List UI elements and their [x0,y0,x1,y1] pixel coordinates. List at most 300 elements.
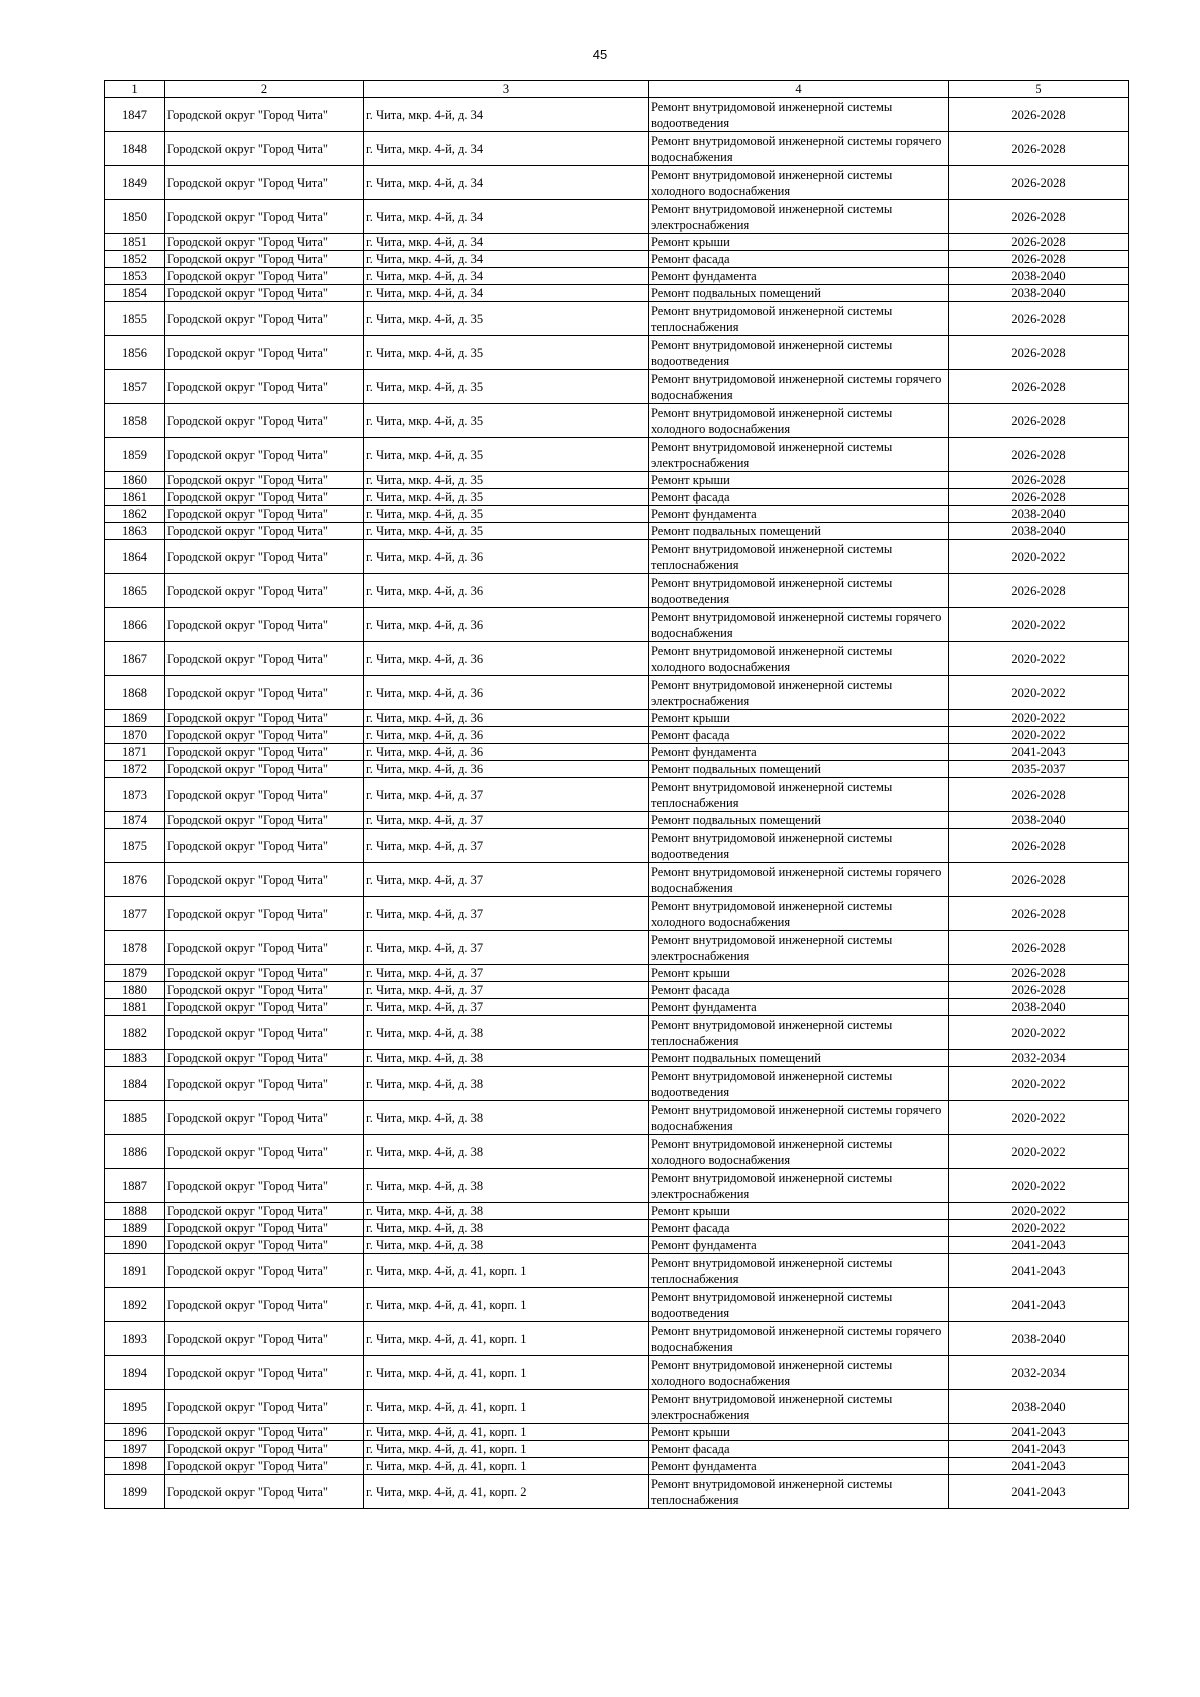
work-type-cell: Ремонт подвальных помещений [649,523,949,540]
table-row [105,982,1129,999]
row-number-cell: 1872 [105,761,165,778]
municipality-cell: Городской округ "Город Чита" [165,1135,364,1169]
address-cell: г. Чита, мкр. 4-й, д. 41, корп. 2 [364,1475,649,1509]
period-cell: 2026-2028 [949,472,1129,489]
work-type-cell: Ремонт внутридомовой инженерной системы водоотведения [649,336,949,370]
work-type-cell: Ремонт фасада [649,1220,949,1237]
table-row [105,302,1129,336]
repair-schedule-table [104,80,1129,1509]
period-cell: 2020-2022 [949,710,1129,727]
address-cell: г. Чита, мкр. 4-й, д. 34 [364,234,649,251]
work-type-cell: Ремонт внутридомовой инженерной системы электроснабжения [649,438,949,472]
work-type-cell: Ремонт внутридомовой инженерной системы горячего водоснабжения [649,608,949,642]
period-cell: 2026-2028 [949,574,1129,608]
table-body [105,98,1129,1509]
municipality-cell: Городской округ "Город Чита" [165,1220,364,1237]
period-cell: 2020-2022 [949,727,1129,744]
row-number-cell: 1852 [105,251,165,268]
work-type-cell: Ремонт фундамента [649,1458,949,1475]
work-type-cell: Ремонт фундамента [649,1237,949,1254]
period-cell: 2026-2028 [949,200,1129,234]
address-cell: г. Чита, мкр. 4-й, д. 36 [364,727,649,744]
table-row [105,251,1129,268]
row-number-cell: 1884 [105,1067,165,1101]
row-number-cell: 1881 [105,999,165,1016]
table-row [105,608,1129,642]
work-type-cell: Ремонт внутридомовой инженерной системы горячего водоснабжения [649,1322,949,1356]
period-cell: 2020-2022 [949,1067,1129,1101]
period-cell: 2020-2022 [949,1101,1129,1135]
municipality-cell: Городской округ "Город Чита" [165,1390,364,1424]
address-cell: г. Чита, мкр. 4-й, д. 37 [364,999,649,1016]
address-cell: г. Чита, мкр. 4-й, д. 36 [364,761,649,778]
row-number-cell: 1866 [105,608,165,642]
address-cell: г. Чита, мкр. 4-й, д. 35 [364,336,649,370]
municipality-cell: Городской округ "Город Чита" [165,982,364,999]
address-cell: г. Чита, мкр. 4-й, д. 35 [364,404,649,438]
row-number-cell: 1896 [105,1424,165,1441]
municipality-cell: Городской округ "Город Чита" [165,727,364,744]
address-cell: г. Чита, мкр. 4-й, д. 35 [364,523,649,540]
row-number-cell: 1850 [105,200,165,234]
address-cell: г. Чита, мкр. 4-й, д. 41, корп. 1 [364,1254,649,1288]
period-cell: 2026-2028 [949,404,1129,438]
table-row [105,540,1129,574]
municipality-cell: Городской округ "Город Чита" [165,523,364,540]
table-row [105,863,1129,897]
table-row [105,897,1129,931]
period-cell: 2038-2040 [949,506,1129,523]
municipality-cell: Городской округ "Город Чита" [165,761,364,778]
work-type-cell: Ремонт фасада [649,1441,949,1458]
address-cell: г. Чита, мкр. 4-й, д. 38 [364,1067,649,1101]
address-cell: г. Чита, мкр. 4-й, д. 41, корп. 1 [364,1390,649,1424]
address-cell: г. Чита, мкр. 4-й, д. 36 [364,608,649,642]
work-type-cell: Ремонт фасада [649,251,949,268]
row-number-cell: 1894 [105,1356,165,1390]
work-type-cell: Ремонт внутридомовой инженерной системы горячего водоснабжения [649,1101,949,1135]
column-header-5: 5 [949,81,1129,98]
municipality-cell: Городской округ "Город Чита" [165,1288,364,1322]
work-type-cell: Ремонт внутридомовой инженерной системы электроснабжения [649,931,949,965]
table-row [105,1254,1129,1288]
period-cell: 2026-2028 [949,336,1129,370]
address-cell: г. Чита, мкр. 4-й, д. 35 [364,370,649,404]
address-cell: г. Чита, мкр. 4-й, д. 38 [364,1135,649,1169]
municipality-cell: Городской округ "Город Чита" [165,268,364,285]
period-cell: 2026-2028 [949,438,1129,472]
period-cell: 2026-2028 [949,829,1129,863]
work-type-cell: Ремонт внутридомовой инженерной системы теплоснабжения [649,302,949,336]
address-cell: г. Чита, мкр. 4-й, д. 38 [364,1169,649,1203]
period-cell: 2020-2022 [949,608,1129,642]
period-cell: 2020-2022 [949,1169,1129,1203]
row-number-cell: 1847 [105,98,165,132]
address-cell: г. Чита, мкр. 4-й, д. 34 [364,132,649,166]
address-cell: г. Чита, мкр. 4-й, д. 37 [364,829,649,863]
table-row [105,642,1129,676]
address-cell: г. Чита, мкр. 4-й, д. 36 [364,744,649,761]
municipality-cell: Городской округ "Город Чита" [165,404,364,438]
table-row [105,1390,1129,1424]
table-row [105,1322,1129,1356]
row-number-cell: 1897 [105,1441,165,1458]
work-type-cell: Ремонт фасада [649,982,949,999]
municipality-cell: Городской округ "Город Чита" [165,863,364,897]
row-number-cell: 1867 [105,642,165,676]
page-number: 45 [592,47,608,62]
address-cell: г. Чита, мкр. 4-й, д. 35 [364,438,649,472]
municipality-cell: Городской округ "Город Чита" [165,1203,364,1220]
municipality-cell: Городской округ "Город Чита" [165,574,364,608]
period-cell: 2041-2043 [949,1288,1129,1322]
work-type-cell: Ремонт крыши [649,965,949,982]
row-number-cell: 1876 [105,863,165,897]
municipality-cell: Городской округ "Город Чита" [165,1475,364,1509]
address-cell: г. Чита, мкр. 4-й, д. 35 [364,302,649,336]
table-row [105,523,1129,540]
work-type-cell: Ремонт подвальных помещений [649,761,949,778]
work-type-cell: Ремонт внутридомовой инженерной системы теплоснабжения [649,778,949,812]
work-type-cell: Ремонт внутридомовой инженерной системы водоотведения [649,574,949,608]
address-cell: г. Чита, мкр. 4-й, д. 37 [364,897,649,931]
municipality-cell: Городской округ "Город Чита" [165,285,364,302]
table-row [105,778,1129,812]
row-number-cell: 1890 [105,1237,165,1254]
address-cell: г. Чита, мкр. 4-й, д. 41, корп. 1 [364,1441,649,1458]
address-cell: г. Чита, мкр. 4-й, д. 34 [364,200,649,234]
period-cell: 2026-2028 [949,489,1129,506]
period-cell: 2020-2022 [949,1135,1129,1169]
period-cell: 2026-2028 [949,234,1129,251]
address-cell: г. Чита, мкр. 4-й, д. 37 [364,965,649,982]
row-number-cell: 1868 [105,676,165,710]
period-cell: 2041-2043 [949,1475,1129,1509]
period-cell: 2020-2022 [949,1220,1129,1237]
work-type-cell: Ремонт фасада [649,489,949,506]
row-number-cell: 1878 [105,931,165,965]
work-type-cell: Ремонт крыши [649,472,949,489]
work-type-cell: Ремонт внутридомовой инженерной системы горячего водоснабжения [649,370,949,404]
period-cell: 2020-2022 [949,642,1129,676]
work-type-cell: Ремонт внутридомовой инженерной системы холодного водоснабжения [649,166,949,200]
address-cell: г. Чита, мкр. 4-й, д. 34 [364,285,649,302]
period-cell: 2041-2043 [949,744,1129,761]
row-number-cell: 1899 [105,1475,165,1509]
row-number-cell: 1870 [105,727,165,744]
municipality-cell: Городской округ "Город Чита" [165,642,364,676]
work-type-cell: Ремонт внутридомовой инженерной системы электроснабжения [649,676,949,710]
address-cell: г. Чита, мкр. 4-й, д. 41, корп. 1 [364,1322,649,1356]
period-cell: 2041-2043 [949,1441,1129,1458]
work-type-cell: Ремонт крыши [649,710,949,727]
period-cell: 2038-2040 [949,1322,1129,1356]
municipality-cell: Городской округ "Город Чита" [165,1322,364,1356]
address-cell: г. Чита, мкр. 4-й, д. 35 [364,489,649,506]
table-row [105,710,1129,727]
table-row [105,438,1129,472]
table-row [105,336,1129,370]
row-number-cell: 1875 [105,829,165,863]
table-row [105,761,1129,778]
row-number-cell: 1857 [105,370,165,404]
municipality-cell: Городской округ "Город Чита" [165,1016,364,1050]
municipality-cell: Городской округ "Город Чита" [165,1441,364,1458]
address-cell: г. Чита, мкр. 4-й, д. 38 [364,1220,649,1237]
period-cell: 2026-2028 [949,251,1129,268]
municipality-cell: Городской округ "Город Чита" [165,1050,364,1067]
period-cell: 2038-2040 [949,1390,1129,1424]
row-number-cell: 1854 [105,285,165,302]
period-cell: 2020-2022 [949,540,1129,574]
table-row [105,234,1129,251]
municipality-cell: Городской округ "Город Чита" [165,1237,364,1254]
work-type-cell: Ремонт подвальных помещений [649,285,949,302]
row-number-cell: 1849 [105,166,165,200]
period-cell: 2041-2043 [949,1254,1129,1288]
municipality-cell: Городской округ "Город Чита" [165,710,364,727]
municipality-cell: Городской округ "Город Чита" [165,1169,364,1203]
row-number-cell: 1891 [105,1254,165,1288]
period-cell: 2038-2040 [949,523,1129,540]
address-cell: г. Чита, мкр. 4-й, д. 36 [364,676,649,710]
address-cell: г. Чита, мкр. 4-й, д. 36 [364,642,649,676]
work-type-cell: Ремонт внутридомовой инженерной системы водоотведения [649,1288,949,1322]
municipality-cell: Городской округ "Город Чита" [165,472,364,489]
period-cell: 2026-2028 [949,965,1129,982]
municipality-cell: Городской округ "Город Чита" [165,251,364,268]
period-cell: 2035-2037 [949,761,1129,778]
address-cell: г. Чита, мкр. 4-й, д. 34 [364,268,649,285]
municipality-cell: Городской округ "Город Чита" [165,132,364,166]
work-type-cell: Ремонт фундамента [649,744,949,761]
table-row [105,1288,1129,1322]
municipality-cell: Городской округ "Город Чита" [165,200,364,234]
table-row [105,506,1129,523]
table-row [105,489,1129,506]
period-cell: 2026-2028 [949,863,1129,897]
work-type-cell: Ремонт крыши [649,234,949,251]
municipality-cell: Городской округ "Город Чита" [165,540,364,574]
work-type-cell: Ремонт внутридомовой инженерной системы холодного водоснабжения [649,1356,949,1390]
work-type-cell: Ремонт внутридомовой инженерной системы теплоснабжения [649,1475,949,1509]
municipality-cell: Городской округ "Город Чита" [165,438,364,472]
municipality-cell: Городской округ "Город Чита" [165,829,364,863]
row-number-cell: 1865 [105,574,165,608]
period-cell: 2038-2040 [949,285,1129,302]
address-cell: г. Чита, мкр. 4-й, д. 35 [364,506,649,523]
address-cell: г. Чита, мкр. 4-й, д. 34 [364,251,649,268]
table-header-row [105,81,1129,98]
address-cell: г. Чита, мкр. 4-й, д. 36 [364,540,649,574]
address-cell: г. Чита, мкр. 4-й, д. 34 [364,98,649,132]
row-number-cell: 1861 [105,489,165,506]
row-number-cell: 1887 [105,1169,165,1203]
table-row [105,1203,1129,1220]
table-row [105,829,1129,863]
work-type-cell: Ремонт внутридомовой инженерной системы водоотведения [649,98,949,132]
table-row [105,812,1129,829]
period-cell: 2041-2043 [949,1424,1129,1441]
table-row [105,132,1129,166]
address-cell: г. Чита, мкр. 4-й, д. 35 [364,472,649,489]
work-type-cell: Ремонт фундамента [649,506,949,523]
table-row [105,1135,1129,1169]
table-row [105,1441,1129,1458]
municipality-cell: Городской округ "Город Чита" [165,98,364,132]
row-number-cell: 1885 [105,1101,165,1135]
period-cell: 2041-2043 [949,1237,1129,1254]
row-number-cell: 1853 [105,268,165,285]
row-number-cell: 1895 [105,1390,165,1424]
address-cell: г. Чита, мкр. 4-й, д. 37 [364,778,649,812]
work-type-cell: Ремонт крыши [649,1203,949,1220]
row-number-cell: 1892 [105,1288,165,1322]
address-cell: г. Чита, мкр. 4-й, д. 38 [364,1016,649,1050]
row-number-cell: 1869 [105,710,165,727]
municipality-cell: Городской округ "Город Чита" [165,812,364,829]
municipality-cell: Городской округ "Город Чита" [165,506,364,523]
address-cell: г. Чита, мкр. 4-й, д. 37 [364,982,649,999]
municipality-cell: Городской округ "Город Чита" [165,489,364,506]
municipality-cell: Городской округ "Город Чита" [165,1424,364,1441]
address-cell: г. Чита, мкр. 4-й, д. 41, корп. 1 [364,1424,649,1441]
row-number-cell: 1860 [105,472,165,489]
municipality-cell: Городской округ "Город Чита" [165,370,364,404]
period-cell: 2041-2043 [949,1458,1129,1475]
municipality-cell: Городской округ "Город Чита" [165,778,364,812]
table-row [105,1475,1129,1509]
municipality-cell: Городской округ "Город Чита" [165,234,364,251]
work-type-cell: Ремонт внутридомовой инженерной системы теплоснабжения [649,1254,949,1288]
row-number-cell: 1883 [105,1050,165,1067]
municipality-cell: Городской округ "Город Чита" [165,302,364,336]
row-number-cell: 1888 [105,1203,165,1220]
work-type-cell: Ремонт внутридомовой инженерной системы горячего водоснабжения [649,132,949,166]
work-type-cell: Ремонт крыши [649,1424,949,1441]
period-cell: 2026-2028 [949,302,1129,336]
row-number-cell: 1859 [105,438,165,472]
work-type-cell: Ремонт фундамента [649,999,949,1016]
row-number-cell: 1856 [105,336,165,370]
work-type-cell: Ремонт фасада [649,727,949,744]
row-number-cell: 1864 [105,540,165,574]
period-cell: 2038-2040 [949,812,1129,829]
row-number-cell: 1893 [105,1322,165,1356]
column-header-2: 2 [165,81,364,98]
table-row [105,370,1129,404]
row-number-cell: 1877 [105,897,165,931]
row-number-cell: 1879 [105,965,165,982]
table-row [105,268,1129,285]
table-row [105,166,1129,200]
address-cell: г. Чита, мкр. 4-й, д. 38 [364,1203,649,1220]
period-cell: 2032-2034 [949,1356,1129,1390]
row-number-cell: 1871 [105,744,165,761]
period-cell: 2026-2028 [949,778,1129,812]
municipality-cell: Городской округ "Город Чита" [165,1458,364,1475]
row-number-cell: 1851 [105,234,165,251]
column-header-4: 4 [649,81,949,98]
column-header-3: 3 [364,81,649,98]
municipality-cell: Городской округ "Город Чита" [165,744,364,761]
table-row [105,676,1129,710]
period-cell: 2026-2028 [949,897,1129,931]
municipality-cell: Городской округ "Город Чита" [165,608,364,642]
municipality-cell: Городской округ "Город Чита" [165,897,364,931]
municipality-cell: Городской округ "Город Чита" [165,676,364,710]
work-type-cell: Ремонт внутридомовой инженерной системы электроснабжения [649,1390,949,1424]
work-type-cell: Ремонт подвальных помещений [649,812,949,829]
address-cell: г. Чита, мкр. 4-й, д. 41, корп. 1 [364,1356,649,1390]
municipality-cell: Городской округ "Город Чита" [165,931,364,965]
period-cell: 2032-2034 [949,1050,1129,1067]
table-row [105,1067,1129,1101]
work-type-cell: Ремонт внутридомовой инженерной системы теплоснабжения [649,1016,949,1050]
address-cell: г. Чита, мкр. 4-й, д. 38 [364,1101,649,1135]
period-cell: 2038-2040 [949,999,1129,1016]
period-cell: 2026-2028 [949,982,1129,999]
address-cell: г. Чита, мкр. 4-й, д. 36 [364,710,649,727]
address-cell: г. Чита, мкр. 4-й, д. 37 [364,931,649,965]
table-row [105,999,1129,1016]
table-row [105,404,1129,438]
table-row [105,98,1129,132]
address-cell: г. Чита, мкр. 4-й, д. 38 [364,1050,649,1067]
period-cell: 2026-2028 [949,166,1129,200]
address-cell: г. Чита, мкр. 4-й, д. 41, корп. 1 [364,1288,649,1322]
work-type-cell: Ремонт внутридомовой инженерной системы теплоснабжения [649,540,949,574]
work-type-cell: Ремонт внутридомовой инженерной системы холодного водоснабжения [649,1135,949,1169]
row-number-cell: 1858 [105,404,165,438]
table-row [105,727,1129,744]
address-cell: г. Чита, мкр. 4-й, д. 38 [364,1237,649,1254]
period-cell: 2026-2028 [949,370,1129,404]
table-row [105,744,1129,761]
period-cell: 2020-2022 [949,676,1129,710]
address-cell: г. Чита, мкр. 4-й, д. 37 [364,863,649,897]
table-row [105,1050,1129,1067]
municipality-cell: Городской округ "Город Чита" [165,336,364,370]
table-row [105,1220,1129,1237]
table-row [105,472,1129,489]
table-row [105,1101,1129,1135]
row-number-cell: 1882 [105,1016,165,1050]
row-number-cell: 1898 [105,1458,165,1475]
municipality-cell: Городской округ "Город Чита" [165,965,364,982]
table-row [105,1458,1129,1475]
work-type-cell: Ремонт внутридомовой инженерной системы холодного водоснабжения [649,642,949,676]
table-row [105,1016,1129,1050]
table-row [105,965,1129,982]
address-cell: г. Чита, мкр. 4-й, д. 36 [364,574,649,608]
table-row [105,1169,1129,1203]
municipality-cell: Городской округ "Город Чита" [165,1101,364,1135]
address-cell: г. Чита, мкр. 4-й, д. 37 [364,812,649,829]
period-cell: 2026-2028 [949,931,1129,965]
work-type-cell: Ремонт подвальных помещений [649,1050,949,1067]
work-type-cell: Ремонт внутридомовой инженерной системы холодного водоснабжения [649,897,949,931]
period-cell: 2026-2028 [949,98,1129,132]
municipality-cell: Городской округ "Город Чита" [165,1254,364,1288]
row-number-cell: 1855 [105,302,165,336]
address-cell: г. Чита, мкр. 4-й, д. 34 [364,166,649,200]
table-row [105,285,1129,302]
municipality-cell: Городской округ "Город Чита" [165,166,364,200]
table-row [105,1356,1129,1390]
row-number-cell: 1848 [105,132,165,166]
work-type-cell: Ремонт внутридомовой инженерной системы горячего водоснабжения [649,863,949,897]
